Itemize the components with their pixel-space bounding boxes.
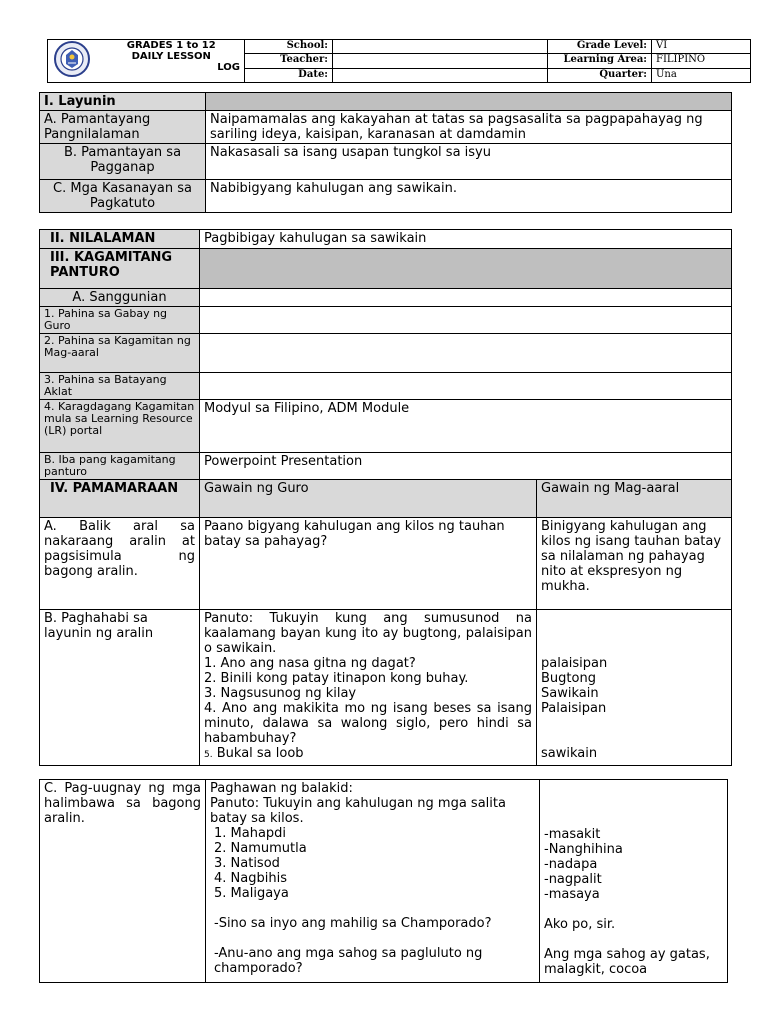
question-champorado: -Sino sa inyo ang mahilig sa Champorado? xyxy=(214,916,492,931)
meaning-5: -masaya xyxy=(544,887,600,902)
meaning-2: -Nanghihina xyxy=(544,842,623,857)
sanggunian-label: A. Sanggunian xyxy=(40,289,200,307)
paghahabi-answer-1: palaisipan xyxy=(541,656,608,671)
iba-pang-kagamitan-label: B. Iba pang kagamitang panturo xyxy=(40,453,200,480)
dll-title-line-2: DAILY LESSON xyxy=(131,51,211,62)
layunin-heading-fill xyxy=(206,93,732,111)
kagamitan-ng-mag-aaral-label: 2. Pahina sa Kagamitan ng Mag-aaral xyxy=(40,334,200,373)
balik-aral-label: A. Balik aral sa nakaraang aralin at pagsisimula ng bagong aralin. xyxy=(40,518,200,610)
paghahabi-guro xyxy=(200,610,537,766)
teacher-field[interactable] xyxy=(333,54,548,68)
date-field[interactable] xyxy=(333,68,548,82)
paghahabi-item-5 xyxy=(204,746,532,763)
school-label: School: xyxy=(245,40,333,54)
nilalaman-kagamitan-pamamaraan-table xyxy=(39,229,732,766)
paghahabi-panuto: Panuto: Tukuyin kung ang sumusunod na kaalamang bayan kung ito ay bugtong, palaisipan o sawikain. xyxy=(204,611,532,656)
pag-uugnay-table xyxy=(39,779,728,983)
paghahabi-item-5-number: 5. xyxy=(204,750,213,760)
meaning-3: -nadapa xyxy=(544,857,598,872)
nilalaman-text: Pagbibigay kahulugan sa sawikain xyxy=(200,230,732,249)
paghahabi-answer-4: Palaisipan xyxy=(541,701,607,716)
pamantayang-pangnilalaman-label: A. Pamantayang Pangnilalaman xyxy=(40,111,206,144)
dll-title xyxy=(99,40,245,83)
gabay-ng-guro-label: 1. Pahina sa Gabay ng Guro xyxy=(40,307,200,334)
seal-icon xyxy=(49,41,95,77)
paghahabi-item-1: 1. Ano ang nasa gitna ng dagat? xyxy=(204,656,416,671)
paghahabi-label: B. Paghahabi sa layunin ng aralin xyxy=(40,610,200,766)
grade-level-field[interactable]: VI xyxy=(652,40,751,54)
dll-title-line-1: GRADES 1 to 12 xyxy=(126,40,216,51)
quarter-label: Quarter: xyxy=(548,68,652,82)
grade-level-label: Grade Level: xyxy=(548,40,652,54)
word-4: 4. Nagbihis xyxy=(214,871,287,886)
paghahabi-item-4: 4. Ano ang makikita mo ng isang beses sa isang minuto, dalawa sa walong siglo, pero hindi sa habambuhay? xyxy=(204,701,532,746)
pag-uugnay-guro xyxy=(206,780,540,983)
paghahabi-item-2: 2. Binili kong patay itinapon kong buhay. xyxy=(204,671,469,686)
word-2: 2. Namumutla xyxy=(214,841,307,856)
pamamaraan-heading: IV. PAMAMARAAN xyxy=(40,480,200,518)
meaning-4: -nagpalit xyxy=(544,872,602,887)
pag-uugnay-panuto: Panuto: Tukuyin ang kahulugan ng mga salita batay sa kilos. xyxy=(210,796,506,826)
header-table xyxy=(47,39,751,83)
balik-aral-guro: Paano bigyang kahulugan ang kilos ng tauhan batay sa pahayag? xyxy=(200,518,537,610)
learning-area-field[interactable]: FILIPINO xyxy=(652,54,751,68)
answer-sahog: Ang mga sahog ay gatas, malagkit, cocoa xyxy=(544,947,710,977)
school-field[interactable] xyxy=(333,40,548,54)
paghahabi-item-5-text: Bukal sa loob xyxy=(216,746,304,761)
iba-pang-kagamitan-value: Powerpoint Presentation xyxy=(200,453,732,480)
paghahabi-answer-2: Bugtong xyxy=(541,671,596,686)
gabay-ng-guro-value xyxy=(200,307,732,334)
learning-area-label: Learning Area: xyxy=(548,54,652,68)
batayang-aklat-label: 3. Pahina sa Batayang Aklat xyxy=(40,373,200,400)
teacher-label: Teacher: xyxy=(245,54,333,68)
balik-aral-mag-aaral: Binigyang kahulugan ang kilos ng isang tauhan batay sa nilalaman ng pahayag nito at ekspresyon ng mukha. xyxy=(537,518,732,610)
kagamitang-panturo-heading-fill xyxy=(200,249,732,289)
word-1: 1. Mahapdi xyxy=(214,826,287,841)
dll-title-line-3: LOG xyxy=(217,62,240,73)
nilalaman-heading: II. NILALAMAN xyxy=(40,230,200,249)
answer-champorado: Ako po, sir. xyxy=(544,917,616,932)
sanggunian-value xyxy=(200,289,732,307)
pamantayang-pangnilalaman-text: Naipamamalas ang kakayahan at tatas sa pagsasalita sa pagpapahayag ng sariling ideya, kaisipan, karanasan at damdamin xyxy=(206,111,732,144)
deped-seal xyxy=(48,40,99,83)
question-sahog: -Anu-ano ang mga sahog sa pagluluto ng champorado? xyxy=(214,946,483,976)
pag-uugnay-label: C. Pag-uugnay ng mga halimbawa sa bagong aralin. xyxy=(40,780,206,983)
word-3: 3. Natisod xyxy=(214,856,280,871)
paghahabi-mag-aaral xyxy=(537,610,732,766)
pamantayan-sa-pagganap-label: B. Pamantayan sa Pagganap xyxy=(40,144,206,180)
paghahabi-answer-5: sawikain xyxy=(541,746,598,761)
pag-uugnay-mag-aaral xyxy=(540,780,728,983)
pamantayan-sa-pagganap-text: Nakasasali sa isang usapan tungkol sa isyu xyxy=(206,144,732,180)
kagamitan-ng-mag-aaral-value xyxy=(200,334,732,373)
meaning-1: -masakit xyxy=(544,827,601,842)
pag-uugnay-intro: Paghawan ng balakid: xyxy=(210,781,353,796)
word-5: 5. Maligaya xyxy=(214,886,289,901)
lr-portal-value: Modyul sa Filipino, ADM Module xyxy=(200,400,732,453)
quarter-field[interactable]: Una xyxy=(652,68,751,82)
gawain-ng-mag-aaral-header: Gawain ng Mag-aaral xyxy=(537,480,732,518)
kasanayan-sa-pagkatuto-text: Nabibigyang kahulugan ang sawikain. xyxy=(206,180,732,213)
batayang-aklat-value xyxy=(200,373,732,400)
kagamitang-panturo-heading: III. KAGAMITANG PANTURO xyxy=(40,249,200,289)
gawain-ng-guro-header: Gawain ng Guro xyxy=(200,480,537,518)
lr-portal-label: 4. Karagdagang Kagamitan mula sa Learning Resource (LR) portal xyxy=(40,400,200,453)
date-label: Date: xyxy=(245,68,333,82)
kasanayan-sa-pagkatuto-label: C. Mga Kasanayan sa Pagkatuto xyxy=(40,180,206,213)
layunin-heading: I. Layunin xyxy=(40,93,206,111)
paghahabi-item-3: 3. Nagsusunog ng kilay xyxy=(204,686,357,701)
layunin-table xyxy=(39,92,732,213)
paghahabi-answer-3: Sawikain xyxy=(541,686,599,701)
